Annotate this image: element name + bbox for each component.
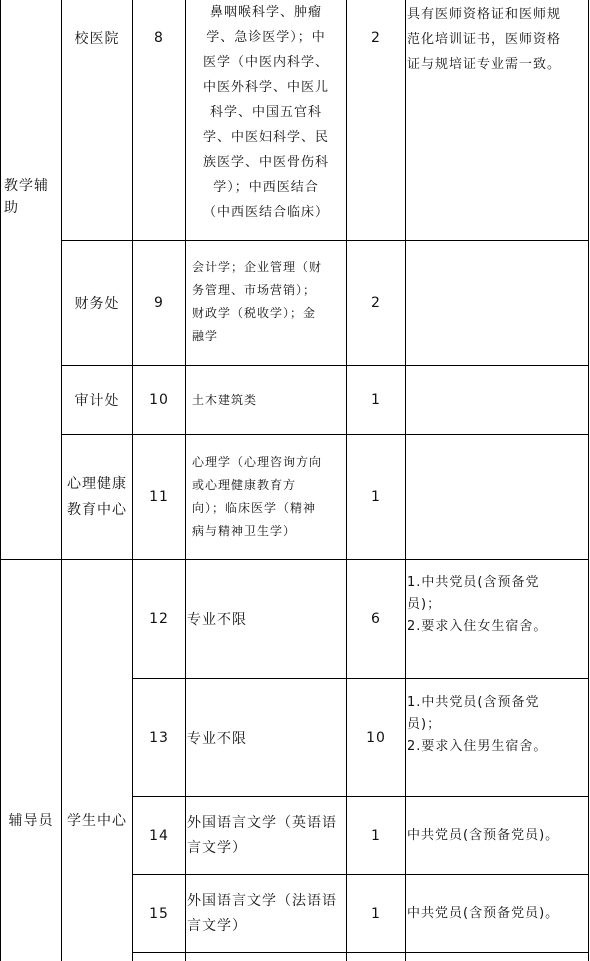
number-cell: 11 xyxy=(149,489,169,505)
major-cell: 会计学；企业管理（财 务管理、市场营销）； 财政学（税收学）；金 融学 xyxy=(192,260,323,343)
count-cell: 2 xyxy=(371,295,381,311)
category-teaching-aux: 教学辅 助 xyxy=(4,178,49,216)
count-cell: 1 xyxy=(371,392,381,408)
category-counselor: 辅导员 xyxy=(8,813,54,829)
number-cell: 9 xyxy=(154,295,164,311)
grid-line xyxy=(588,0,589,961)
count-cell: 6 xyxy=(371,611,381,627)
requirement-cell: 中共党员(含预备党员)。 xyxy=(407,906,560,921)
unit-cell: 财务处 xyxy=(74,296,120,312)
requirement-cell xyxy=(406,366,588,434)
major-cell: 专业不限 xyxy=(187,612,247,628)
number-cell: 14 xyxy=(149,827,169,844)
requirement-cell: 1.中共党员(含预备党 员)； 2.要求入住男生宿舍。 xyxy=(407,695,548,754)
requirement-cell: 中共党员(含预备党员)。 xyxy=(407,828,560,843)
unit-cell: 心理健康 教育中心 xyxy=(67,476,127,518)
major-cell: 专业不限 xyxy=(187,730,247,747)
requirement-cell xyxy=(406,435,588,559)
major-cell: 心理学（心理咨询方向 或心理健康教育方 向）；临床医学（精神 病与精神卫生学） xyxy=(192,455,323,538)
count-cell: 2 xyxy=(371,30,381,46)
number-cell: 8 xyxy=(154,30,164,46)
count-cell: 10 xyxy=(366,729,386,746)
major-cell: 鼻咽喉科学、肿瘤 学、急诊医学）；中 医学（中医内科学、 中医外科学、中医儿 科学、中国五官科 学、中医妇科学、民 族医学、中医骨伤科 学）；中西医结合 （中西医结合临床） xyxy=(202,5,329,220)
count-cell: 1 xyxy=(371,905,381,922)
count-cell: 1 xyxy=(371,827,381,844)
requirement-cell xyxy=(406,241,588,365)
unit-cell: 审计处 xyxy=(74,393,120,409)
major-cell: 土木建筑类 xyxy=(192,392,258,407)
count-cell: 1 xyxy=(371,489,381,505)
number-cell: 10 xyxy=(149,392,169,408)
major-cell: 外国语言文学（法语语 言文学） xyxy=(187,892,337,934)
number-cell: 12 xyxy=(149,611,169,627)
requirement-cell: 1.中共党员(含预备党 员)； 2.要求入住女生宿舍。 xyxy=(407,575,548,634)
requirement-cell: 具有医师资格证和医师规 范化培训证书，医师资格 证与规培证专业需一致。 xyxy=(407,7,562,72)
unit-student-center: 学生中心 xyxy=(67,813,127,829)
number-cell: 13 xyxy=(149,729,169,746)
major-cell: 外国语言文学（英语语 言文学） xyxy=(187,814,337,856)
unit-cell: 校医院 xyxy=(74,31,120,47)
number-cell: 15 xyxy=(149,905,169,922)
grid-line xyxy=(132,952,589,953)
